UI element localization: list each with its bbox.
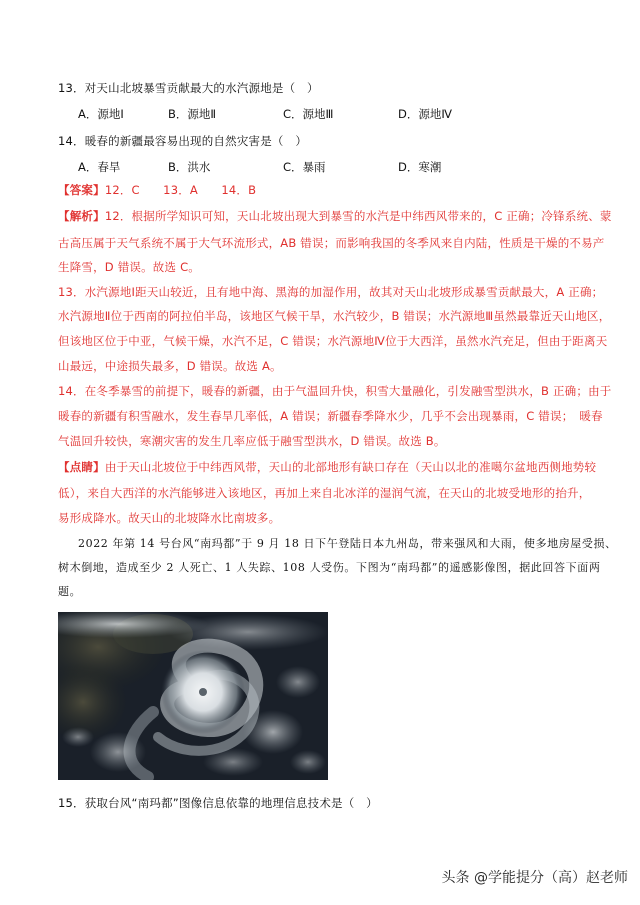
analysis-14-line-3: 气温回升较快，寒潮灾害的发生几率应低于融雪型洪水，D 错误。故选 B。 bbox=[58, 434, 446, 448]
q13-option-c: C．源地Ⅲ bbox=[283, 107, 334, 121]
q13-option-d: D．源地Ⅳ bbox=[398, 107, 452, 121]
q13-option-b: B．源地Ⅱ bbox=[168, 107, 217, 121]
analysis-12-line-3: 生降雪，D 错误。故选 C。 bbox=[58, 260, 200, 274]
typhoon-satellite-image bbox=[58, 612, 328, 780]
analysis-12-line-1: 12．根据所学知识可知，天山北坡出现大到暴雪的水汽是中纬西风带来的，C 正确；冷锋系统、蒙 bbox=[104, 209, 612, 223]
q15-stem: 15．获取台风“南玛都”图像信息依靠的地理信息技术是（ ） bbox=[58, 796, 378, 810]
analysis-13-line-2: 水汽源地Ⅱ位于西南的阿拉伯半岛，该地区气候干旱，水汽较少，B 错误；水汽源地Ⅲ虽然最靠近天山地区， bbox=[58, 309, 611, 323]
analysis-tag: 【解析】 bbox=[58, 209, 105, 223]
analysis-14-line-1: 14．在冬季暴雪的前提下，暖春的新疆，由于气温回升快，积雪大量融化，引发融雪型洪水，B 正确；由于 bbox=[58, 384, 612, 398]
passage-line-2: 树木倒地，造成至少 2 人死亡、1 人失踪、108 人受伤。下图为“南玛都”的遥感影像图，据此回答下面两 bbox=[58, 561, 601, 574]
passage-line-1: 2022 年第 14 号台风“南玛都”于 9 月 18 日下午登陆日本九州岛，带来强风和大雨，使多地房屋受损、 bbox=[78, 537, 617, 550]
q14-option-c: C．暴雨 bbox=[283, 160, 326, 174]
analysis-13-line-1: 13．水汽源地Ⅰ距天山较近，且有地中海、黑海的加湿作用，故其对天山北坡形成暴雪贡献最大，A 正确； bbox=[58, 285, 604, 299]
answer-text: 12．C 13．A 14．B bbox=[104, 183, 257, 197]
comment-line-3: 易形成降水。故天山的北坡降水比南坡多。 bbox=[58, 511, 281, 525]
analysis-13-line-3: 但该地区位于中亚，气候干燥，水汽不足，C 错误；水汽源地Ⅳ位于大西洋，虽然水汽充足，但由于距离天 bbox=[58, 334, 608, 348]
footer-watermark: 头条 @学能提分（高）赵老师 bbox=[441, 870, 628, 886]
q13-option-a: A．源地Ⅰ bbox=[78, 107, 124, 121]
analysis-12-line-2: 古高压属于天气系统不属于大气环流形式，AB 错误；而影响我国的冬季风来自内陆，性质是干燥的不易产 bbox=[58, 236, 605, 250]
q14-option-a: A．春旱 bbox=[78, 160, 121, 174]
q14-option-d: D．寒潮 bbox=[398, 160, 442, 174]
comment-line-1 bbox=[58, 459, 596, 475]
comment-tag: 【点睛】 bbox=[58, 460, 105, 474]
analysis-13-line-4: 山最远，中途损失最多，D 错误。故选 A。 bbox=[58, 359, 282, 373]
answer-line bbox=[58, 182, 256, 198]
analysis-14-line-2: 暖春的新疆有积雪融水，发生春旱几率低，A 错误；新疆春季降水少，几乎不会出现暴雨，C 错误； 暖春 bbox=[58, 409, 603, 423]
comment-text-1: 由于天山北坡位于中纬西风带，天山的北部地形有缺口存在（天山以北的准噶尔盆地西侧地势较 bbox=[104, 460, 597, 474]
q14-stem: 14．暖春的新疆最容易出现的自然灾害是（ ） bbox=[58, 134, 308, 148]
q14-option-b: B．洪水 bbox=[168, 160, 211, 174]
q13-stem: 13．对天山北坡暴雪贡献最大的水汽源地是（ ） bbox=[58, 81, 319, 95]
analysis-line-1 bbox=[58, 208, 612, 224]
passage-line-3: 题。 bbox=[58, 585, 82, 598]
answer-tag: 【答案】 bbox=[58, 183, 105, 197]
comment-line-2: 低），来自大西洋的水汽能够进入该地区，再加上来自北冰洋的湿润气流，在天山的北坡受地形的抬升， bbox=[58, 486, 591, 500]
